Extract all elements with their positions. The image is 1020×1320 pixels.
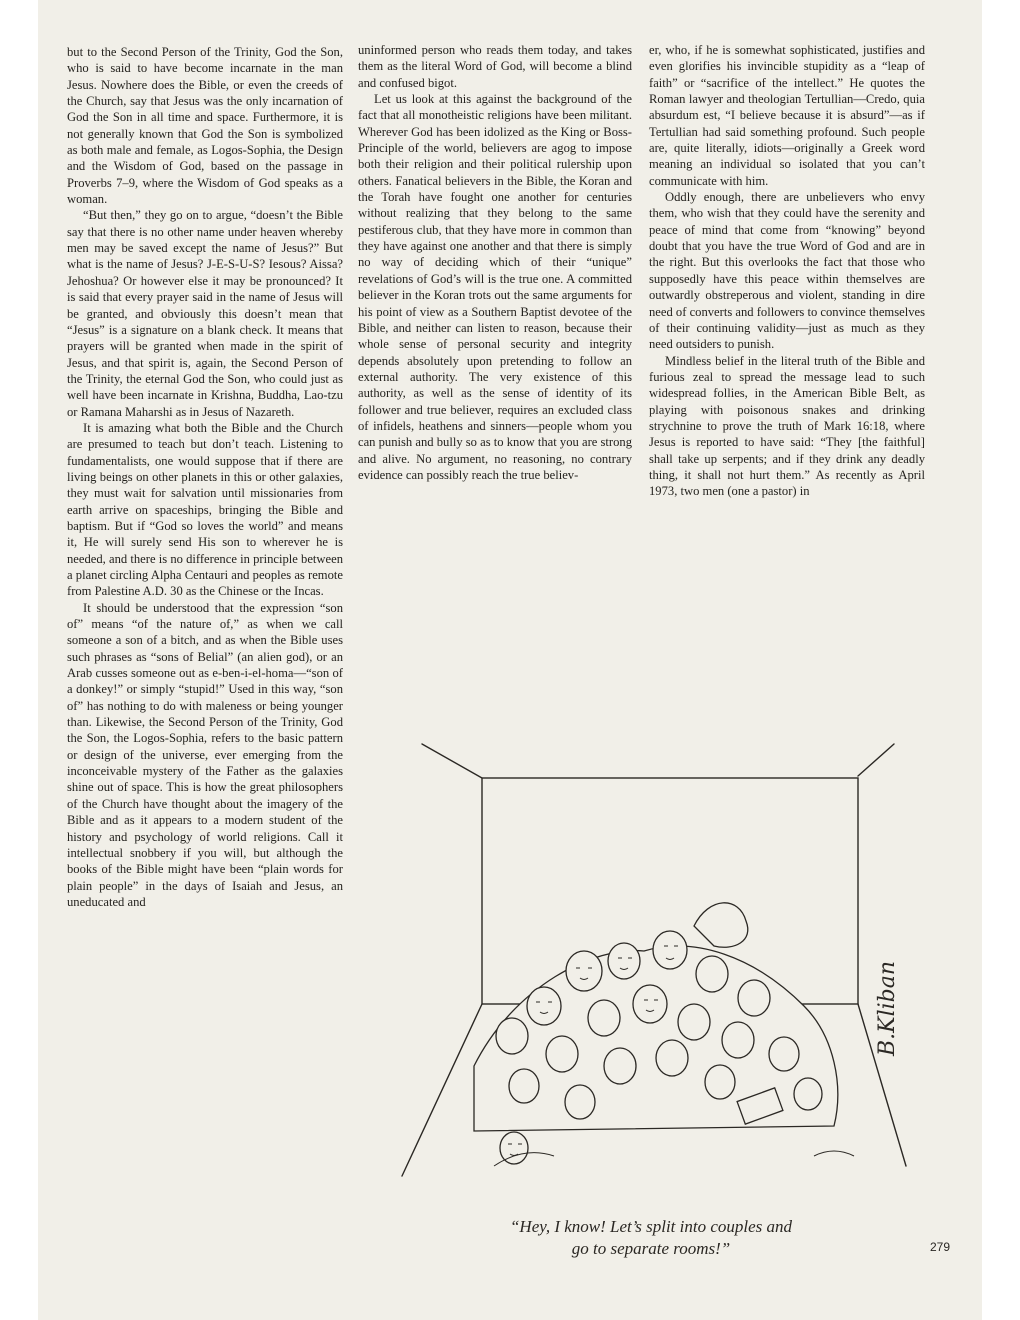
paragraph: Mindless belief in the literal truth of the Bible and furious zeal to spread the message lead to such widespread follies, in the American Bible Belt, as playing with poisonous snakes and drinking strychnine to prove the truth of Mark 16:18, where Jesus is reported to have said: “They [the faithful] shall take up serpents; and if they drink any deadly thing, it shall not hurt them.” As recently as April 1973, two men (one a pastor) in	[649, 353, 925, 499]
text-column-1	[67, 44, 343, 910]
paragraph: Oddly enough, there are unbelievers who envy them, who wish that they could have the serenity and peace of mind that come from “knowing” beyond doubt that you have the true Word of God and are in the right. But this overlooks the fact that those who supposedly have this peace within themselves are outwardly obstreperous and violent, standing in dire need of converts and followers to convince themselves of their continuing validity—just as much as they need outsiders to punish.	[649, 190, 925, 352]
artist-signature: B.Kliban	[875, 960, 900, 1056]
paragraph: It should be understood that the expression “son of” means “of the nature of,” as when we call someone a son of a bitch, and as when the Bible uses such phrases as “sons of Belial” (an alien god), or an Arab cusses someone out as e-ben-i-el-homa—“son of a donkey!” or simply “stupid!” Used in this way, “son of” has nothing to do with maleness or being younger than. Likewise, the Second Person of the Trinity, God the Son, the Logos-Sophia, refers to the basic pattern or design of the universe, ever emerging from the inconceivable mystery of the Father as the galaxies shine out of space. This is how the great philosophers of the Church have thought about the imagery of the Bible and as it appears to a modern student of the history and psychology of world religions. Call it intellectual snobbery if you will, but although the books of the Bible might have been “plain words for plain people” in the days of Isaiah and Jesus, an uneducated and	[67, 600, 343, 909]
paragraph: Let us look at this against the background of the fact that all monotheistic religions have been militant. Wherever God has been idolized as the King or Boss-Principle of the world, believers are agog to impose both their religion and their political rulership upon others. Fanatical believers in the Bible, the Koran and the Torah have fought one another for centuries without realizing that they belong to the same pestiferous club, that they have more in common than they have against one another and that there is simply no way of deciding which of their “unique” revelations of God’s will is the true one. A committed believer in the Koran trots out the same arguments for his point of view as a Southern Baptist devotee of the Bible, and neither can listen to reason, because their whole sense of personal security and integrity depends absolutely upon pretending to follow an external authority. The very existence of this authority, as well as the sense of identity of its follower and true believer, requires an excluded class of infidels, heathens and sinners—people whom you can punish and bully so as to know that you are strong and alive. No argument, no reasoning, no contrary evidence can possibly reach the true believ-	[358, 92, 632, 482]
paragraph: but to the Second Person of the Trinity, God the Son, who is said to have become incarnate in the man Jesus. Nowhere does the Bible, or even the creeds of the Church, say that Jesus was the only incarnation of God the Son in all time and space. Furthermore, it is not generally known that God the Son is symbolized as both male and female, as Logos-Sophia, the Design and the Wisdom of God, based on the passage in Proverbs 7–9, where the Wisdom of God speaks as a woman.	[67, 45, 343, 207]
paragraph: uninformed person who reads them today, and takes them as the literal Word of God, will become a blind and confused bigot.	[358, 43, 632, 90]
paragraph: er, who, if he is somewhat sophisticated, justifies and even glorifies his invincible stupidity as a “leap of faith” or “sacrifice of the intellect.” He quotes the Roman lawyer and theologian Tertullian—Credo, quia absurdum est, “I believe because it is absurd”—as if Tertullian had said something profound. Such people are, quite literally, idiots—originally a Greek word meaning an individual so isolated that you can’t communicate with him.	[649, 43, 925, 188]
magazine-page	[38, 0, 982, 1320]
caption-line: go to separate rooms!”	[571, 1239, 731, 1258]
text-column-3	[649, 42, 925, 500]
text-column-2	[358, 42, 632, 483]
paragraph: It is amazing what both the Bible and the Church are presumed to teach but don’t teach. Listening to fundamentalists, one would suppose that if there are living beings on other planets in this or other galaxies, they must wait for salvation until missionaries from earth arrive on spaceships, bringing the Bible and baptism. But if “God so loves the world” and means it, He will surely send His son to wherever he is needed, and there is no difference in principle between a planet circling Alpha Centauri and peoples as remote from Palestine A.D. 30 as the Chinese or the Incas.	[67, 420, 343, 599]
caption-line: “Hey, I know! Let’s split into couples and	[509, 1217, 793, 1236]
paragraph: “But then,” they go on to argue, “doesn’t the Bible say that there is no other name under heaven whereby men may be saved except the name of Jesus?” But what is the name of Jesus? J-E-S-U-S? Iesous? Aissa? Jehoshua? Or however else it may be pronounced? It is said that every prayer said in the name of Jesus will be granted, and obviously this doesn’t mean that “Jesus” is a signature on a blank check. It means that prayers will be granted when made in the spirit of Jesus, and that spirit is, again, the Second Person of the Trinity, the eternal God the Son, who could just as well have been incarnate in Krishna, Buddha, Lao-tzu or Ramana Maharshi as in Jesus of Nazareth.	[67, 208, 343, 419]
cartoon-caption	[418, 1216, 884, 1260]
page-number: 279	[930, 1240, 951, 1254]
cartoon-illustration	[394, 736, 914, 1196]
